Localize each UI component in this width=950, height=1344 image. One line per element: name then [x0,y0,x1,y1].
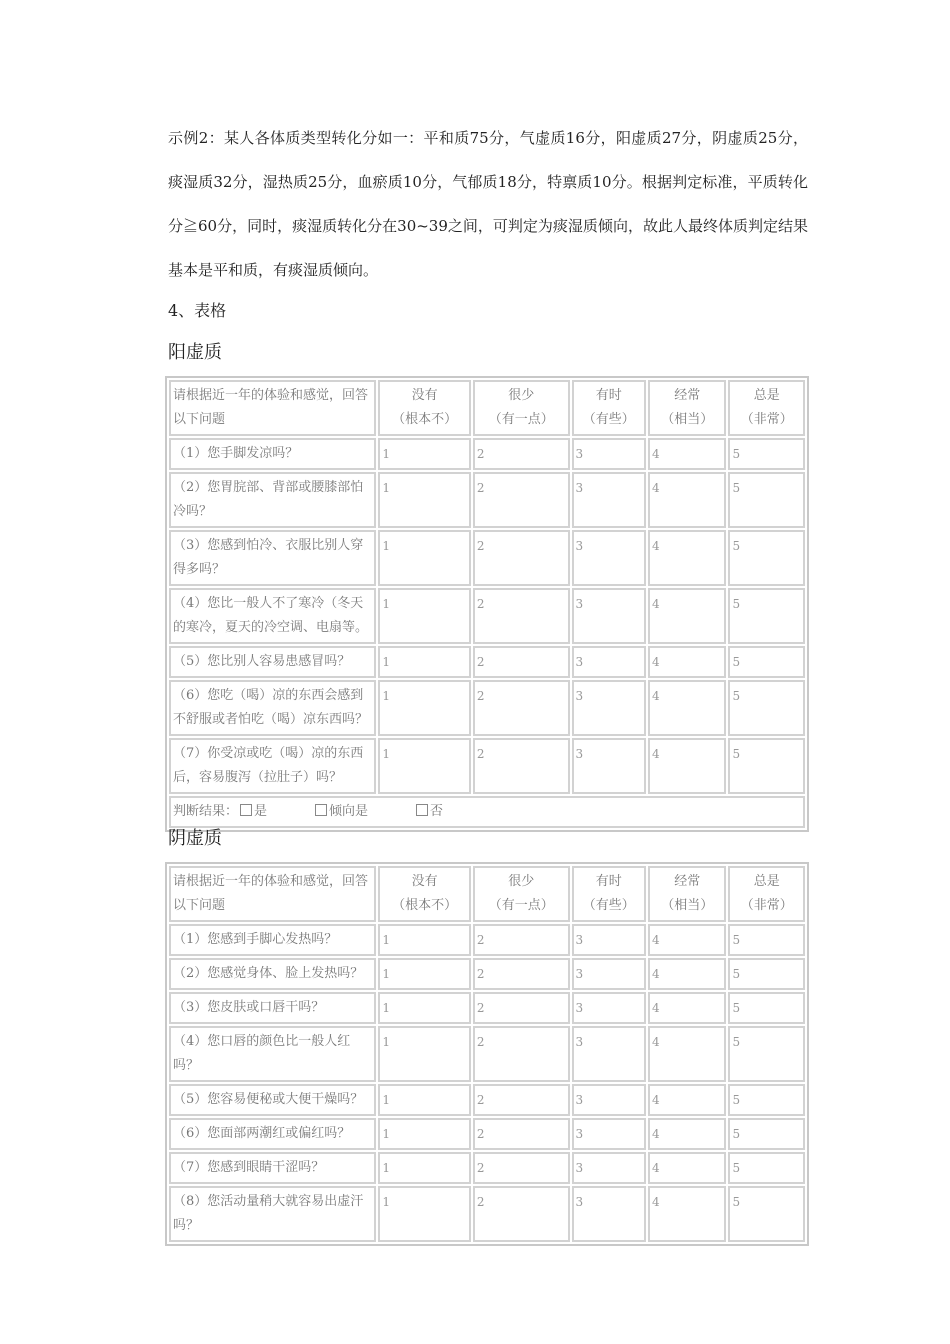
score-option[interactable]: 3 [572,1152,646,1184]
score-option[interactable]: 1 [378,438,471,470]
result-option-tendency[interactable]: 倾向是 [315,804,368,819]
score-option[interactable]: 4 [648,1026,727,1082]
question-cell: （6）您吃（喝）凉的东西会感到不舒服或者怕吃（喝）凉东西吗？ [169,680,376,736]
column-header: 很少 （有一点） [473,380,570,436]
score-option[interactable]: 1 [378,992,471,1024]
checkbox-icon [315,804,327,816]
score-option[interactable]: 3 [572,924,646,956]
score-option[interactable]: 2 [473,958,570,990]
column-header: 经常 （相当） [648,380,727,436]
score-option[interactable]: 4 [648,958,727,990]
score-option[interactable]: 5 [728,738,805,794]
score-option[interactable]: 4 [648,588,727,644]
column-header: 很少 （有一点） [473,866,570,922]
score-option[interactable]: 3 [572,1186,646,1242]
score-option[interactable]: 5 [728,680,805,736]
yin-table [165,862,809,1246]
score-option[interactable]: 5 [728,646,805,678]
score-option[interactable]: 3 [572,680,646,736]
score-option[interactable]: 5 [728,530,805,586]
score-option[interactable]: 2 [473,438,570,470]
question-header: 请根据近一年的体验和感觉，回答以下问题 [169,866,376,922]
score-option[interactable]: 4 [648,646,727,678]
column-header: 总是 （非常） [728,380,805,436]
result-cell [169,796,805,828]
score-option[interactable]: 4 [648,1186,727,1242]
table-row [169,1118,805,1150]
score-option[interactable]: 1 [378,1026,471,1082]
score-option[interactable]: 5 [728,1026,805,1082]
column-header: 总是 （非常） [728,866,805,922]
score-option[interactable]: 3 [572,588,646,644]
question-header: 请根据近一年的体验和感觉，回答以下问题 [169,380,376,436]
table-row [169,530,805,586]
score-option[interactable]: 5 [728,958,805,990]
score-option[interactable]: 3 [572,472,646,528]
score-option[interactable]: 2 [473,1152,570,1184]
question-cell: （7）您感到眼睛干涩吗？ [169,1152,376,1184]
score-option[interactable]: 1 [378,958,471,990]
question-cell: （4）您口唇的颜色比一般人红吗？ [169,1026,376,1082]
score-option[interactable]: 4 [648,472,727,528]
question-cell: （1）您手脚发凉吗？ [169,438,376,470]
table-row [169,588,805,644]
score-option[interactable]: 4 [648,1152,727,1184]
question-cell: （6）您面部两潮红或偏红吗？ [169,1118,376,1150]
score-option[interactable]: 3 [572,646,646,678]
column-header: 没有 （根本不） [378,380,471,436]
result-option-yes[interactable]: 是 [240,804,267,819]
score-option[interactable]: 4 [648,1118,727,1150]
question-cell: （5）您容易便秘或大便干燥吗？ [169,1084,376,1116]
score-option[interactable]: 5 [728,472,805,528]
score-option[interactable]: 3 [572,438,646,470]
yin-title: 阴虚质 [168,828,222,849]
question-cell: （3）您感到怕冷、衣服比别人穿得多吗？ [169,530,376,586]
table-row [169,1152,805,1184]
question-cell: （8）您活动量稍大就容易出虚汗吗？ [169,1186,376,1242]
score-option[interactable]: 2 [473,1026,570,1082]
checkbox-icon [240,804,252,816]
column-header: 没有 （根本不） [378,866,471,922]
intro-paragraph: 示例2：某人各体质类型转化分如一：平和质75分，气虚质16分，阳虚质27分，阴虚质25分，痰湿质32分，湿热质25分，血瘀质10分，气郁质18分，特禀质10分。根据判定标准，平质转化分≧60分，同时，痰湿质转化分在30~39之间，可判定为痰湿质倾向，故此人最终体质判定结果基本是平和质，有痰湿质倾向。 [168,129,808,279]
score-option[interactable]: 3 [572,992,646,1024]
table-row [169,1186,805,1242]
score-option[interactable]: 4 [648,924,727,956]
question-cell: （7）你受凉或吃（喝）凉的东西后，容易腹泻（拉肚子）吗？ [169,738,376,794]
table-row [169,646,805,678]
score-option[interactable]: 2 [473,992,570,1024]
score-option[interactable]: 2 [473,680,570,736]
column-header: 有时 （有些） [572,380,646,436]
score-option[interactable]: 1 [378,472,471,528]
question-cell: （4）您比一般人不了寒冷（冬天的寒冷，夏天的冷空调、电扇等。 [169,588,376,644]
table-row [169,438,805,470]
score-option[interactable]: 4 [648,1084,727,1116]
score-option[interactable]: 2 [473,588,570,644]
score-option[interactable]: 4 [648,680,727,736]
score-option[interactable]: 5 [728,588,805,644]
score-option[interactable]: 2 [473,646,570,678]
question-cell: （2）您胃脘部、背部或腰膝部怕冷吗？ [169,472,376,528]
score-option[interactable]: 4 [648,438,727,470]
score-option[interactable]: 5 [728,992,805,1024]
table-row [169,1084,805,1116]
score-option[interactable]: 2 [473,472,570,528]
table-row [169,1026,805,1082]
score-option[interactable]: 5 [728,1118,805,1150]
score-option[interactable]: 1 [378,646,471,678]
yang-title: 阳虚质 [168,342,222,363]
score-option[interactable]: 1 [378,1152,471,1184]
table-header-row [169,380,805,436]
result-label: 判断结果： [173,804,239,819]
table-row [169,992,805,1024]
score-option[interactable]: 3 [572,1084,646,1116]
score-option[interactable]: 5 [728,438,805,470]
column-header: 有时 （有些） [572,866,646,922]
score-option[interactable]: 2 [473,1118,570,1150]
result-option-no[interactable]: 否 [416,804,443,819]
score-option[interactable]: 1 [378,680,471,736]
score-option[interactable]: 3 [572,1026,646,1082]
score-option[interactable]: 5 [728,1186,805,1242]
score-option[interactable]: 1 [378,588,471,644]
section-heading: 4、表格 [168,301,227,320]
score-option[interactable]: 2 [473,1084,570,1116]
score-option[interactable]: 3 [572,1118,646,1150]
score-option[interactable]: 3 [572,738,646,794]
column-header: 经常 （相当） [648,866,727,922]
question-cell: （5）您比别人容易患感冒吗？ [169,646,376,678]
score-option[interactable]: 1 [378,924,471,956]
table-row [169,958,805,990]
table-row [169,924,805,956]
score-option[interactable]: 2 [473,738,570,794]
score-option[interactable]: 1 [378,1186,471,1242]
question-cell: （3）您皮肤或口唇干吗？ [169,992,376,1024]
table-row [169,680,805,736]
table-row [169,472,805,528]
score-option[interactable]: 2 [473,924,570,956]
score-option[interactable]: 5 [728,1152,805,1184]
question-cell: （2）您感觉身体、脸上发热吗？ [169,958,376,990]
score-option[interactable]: 2 [473,1186,570,1242]
result-row [169,796,805,828]
score-option[interactable]: 4 [648,738,727,794]
score-option[interactable]: 2 [473,530,570,586]
score-option[interactable]: 1 [378,738,471,794]
score-option[interactable]: 4 [648,530,727,586]
score-option[interactable]: 1 [378,530,471,586]
table-header-row [169,866,805,922]
yang-table [165,376,809,832]
score-option[interactable]: 1 [378,1118,471,1150]
score-option[interactable]: 3 [572,530,646,586]
question-cell: （1）您感到手脚心发热吗？ [169,924,376,956]
checkbox-icon [416,804,428,816]
table-row [169,738,805,794]
score-option[interactable]: 1 [378,1084,471,1116]
score-option[interactable]: 5 [728,924,805,956]
score-option[interactable]: 4 [648,992,727,1024]
score-option[interactable]: 5 [728,1084,805,1116]
score-option[interactable]: 3 [572,958,646,990]
